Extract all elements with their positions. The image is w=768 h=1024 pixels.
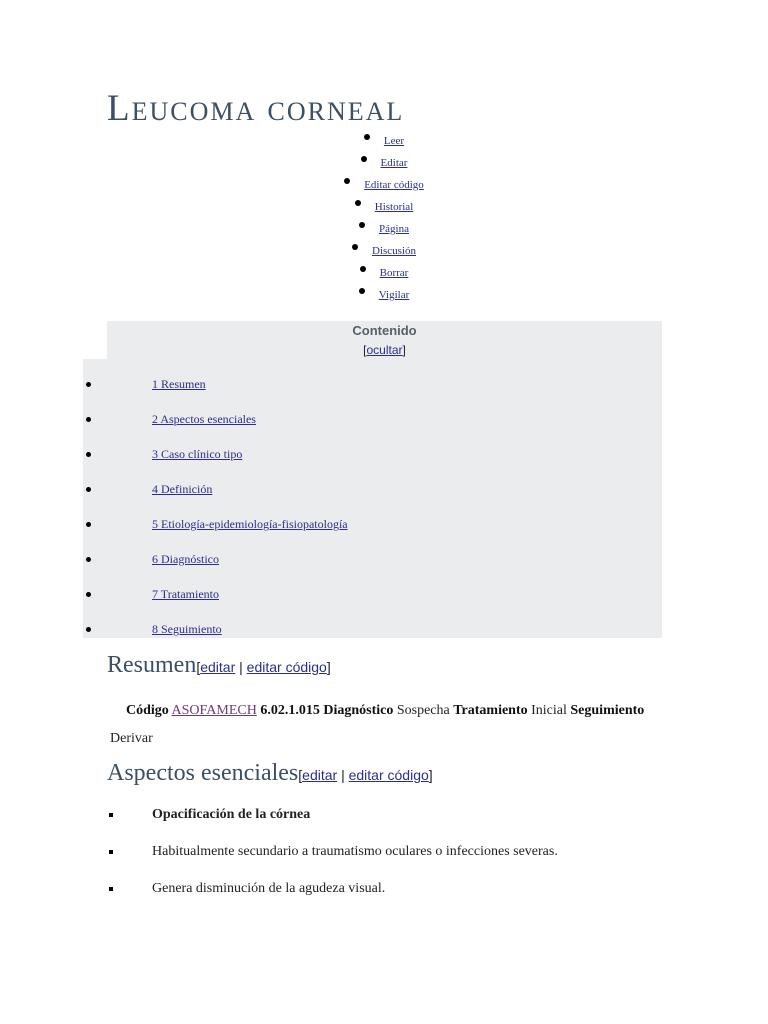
toc-heading: Contenido <box>352 323 417 338</box>
edit-open-bracket: [ <box>196 659 201 675</box>
bullet-dot <box>360 266 366 272</box>
bullet-dot <box>86 557 91 562</box>
summary-codes <box>110 697 660 753</box>
bullet-dot <box>355 200 361 206</box>
section-heading-aspectos <box>107 760 433 787</box>
bullet-dot <box>86 522 91 527</box>
toc-hide-link[interactable]: ocultar <box>366 343 403 357</box>
bullet-dot <box>361 156 367 162</box>
section-edit-link[interactable]: editar <box>200 659 236 675</box>
bullet-dot <box>86 487 91 492</box>
section-title: Resumen <box>107 652 197 678</box>
toc-toggle <box>107 343 662 357</box>
square-bullet <box>109 887 113 891</box>
edit-section-links <box>298 767 432 783</box>
square-bullet <box>109 813 113 817</box>
action-item-page <box>0 218 768 240</box>
treatment-label: Tratamiento <box>453 703 528 718</box>
list-item-text: Opacificación de la córnea <box>152 807 311 822</box>
diagnosis-label: Diagnóstico <box>323 703 394 718</box>
page-actions-menu <box>0 130 768 306</box>
bullet-dot <box>86 382 91 387</box>
toc-link-aspectos[interactable]: 2 Aspectos esenciales <box>152 412 256 426</box>
discussion-link[interactable]: Discusión <box>372 245 416 257</box>
followup-value: Derivar <box>110 731 153 746</box>
bullet-dot <box>86 627 91 632</box>
bullet-dot <box>86 452 91 457</box>
toc-link-tratamiento[interactable]: 7 Tratamiento <box>152 587 220 601</box>
delete-link[interactable]: Borrar <box>379 267 409 279</box>
page-title: Leucoma corneal <box>107 88 405 129</box>
list-item-text: Genera disminución de la agudeza visual. <box>152 881 386 896</box>
action-item-edit <box>0 152 768 174</box>
toc-link-etiologia[interactable]: 5 Etiología-epidemiología-fisiopatología <box>152 517 348 531</box>
toc-link-resumen[interactable]: 1 Resumen <box>152 377 206 391</box>
section-heading-resumen <box>107 652 331 679</box>
section-edit-link[interactable]: editar <box>302 767 338 783</box>
section-edit-code-link[interactable]: editar código <box>246 659 327 675</box>
watch-link[interactable]: Vigilar <box>378 289 410 301</box>
bullet-dot <box>352 244 358 250</box>
action-item-discussion <box>0 240 768 262</box>
toc-toggle-open-bracket: [ <box>363 343 367 357</box>
action-item-history <box>0 196 768 218</box>
asofamech-link[interactable]: ASOFAMECH <box>171 703 257 718</box>
section-edit-code-link[interactable]: editar código <box>348 767 429 783</box>
edit-open-bracket: [ <box>298 767 303 783</box>
list-item-text: Habitualmente secundario a traumatismo oculares o infecciones severas. <box>152 844 558 859</box>
bullet-dot <box>359 288 365 294</box>
followup-label: Seguimiento <box>570 703 645 718</box>
bullet-dot <box>86 417 91 422</box>
action-item-edit-code <box>0 174 768 196</box>
edit-separator: | <box>337 767 349 783</box>
toc-link-caso[interactable]: 3 Caso clínico tipo <box>152 447 243 461</box>
bullet-dot <box>344 178 350 184</box>
edit-link[interactable]: Editar <box>380 157 408 169</box>
edit-separator: | <box>235 659 247 675</box>
section-title: Aspectos esenciales <box>107 760 299 786</box>
edit-section-links <box>196 659 330 675</box>
toc-link-diagnostico[interactable]: 6 Diagnóstico <box>152 552 219 566</box>
action-item-read <box>0 130 768 152</box>
read-link[interactable]: Leer <box>383 135 405 147</box>
square-bullet <box>109 850 113 854</box>
bullet-dot <box>86 592 91 597</box>
action-item-delete <box>0 262 768 284</box>
history-link[interactable]: Historial <box>374 201 414 213</box>
toc-link-definicion[interactable]: 4 Definición <box>152 482 213 496</box>
edit-close-bracket: ] <box>428 767 433 783</box>
diagnosis-value: Sospecha <box>396 703 450 718</box>
action-item-watch <box>0 284 768 306</box>
code-value: 6.02.1.015 <box>260 703 320 718</box>
toc-link-seguimiento[interactable]: 8 Seguimiento <box>152 622 222 636</box>
bullet-dot <box>359 222 365 228</box>
toc-toggle-close-bracket: ] <box>402 343 406 357</box>
edit-close-bracket: ] <box>326 659 331 675</box>
edit-code-link[interactable]: Editar código <box>364 179 424 191</box>
page-link[interactable]: Página <box>379 223 409 235</box>
bullet-dot <box>364 134 370 140</box>
treatment-value: Inicial <box>531 703 567 718</box>
code-label: Código <box>126 703 169 718</box>
